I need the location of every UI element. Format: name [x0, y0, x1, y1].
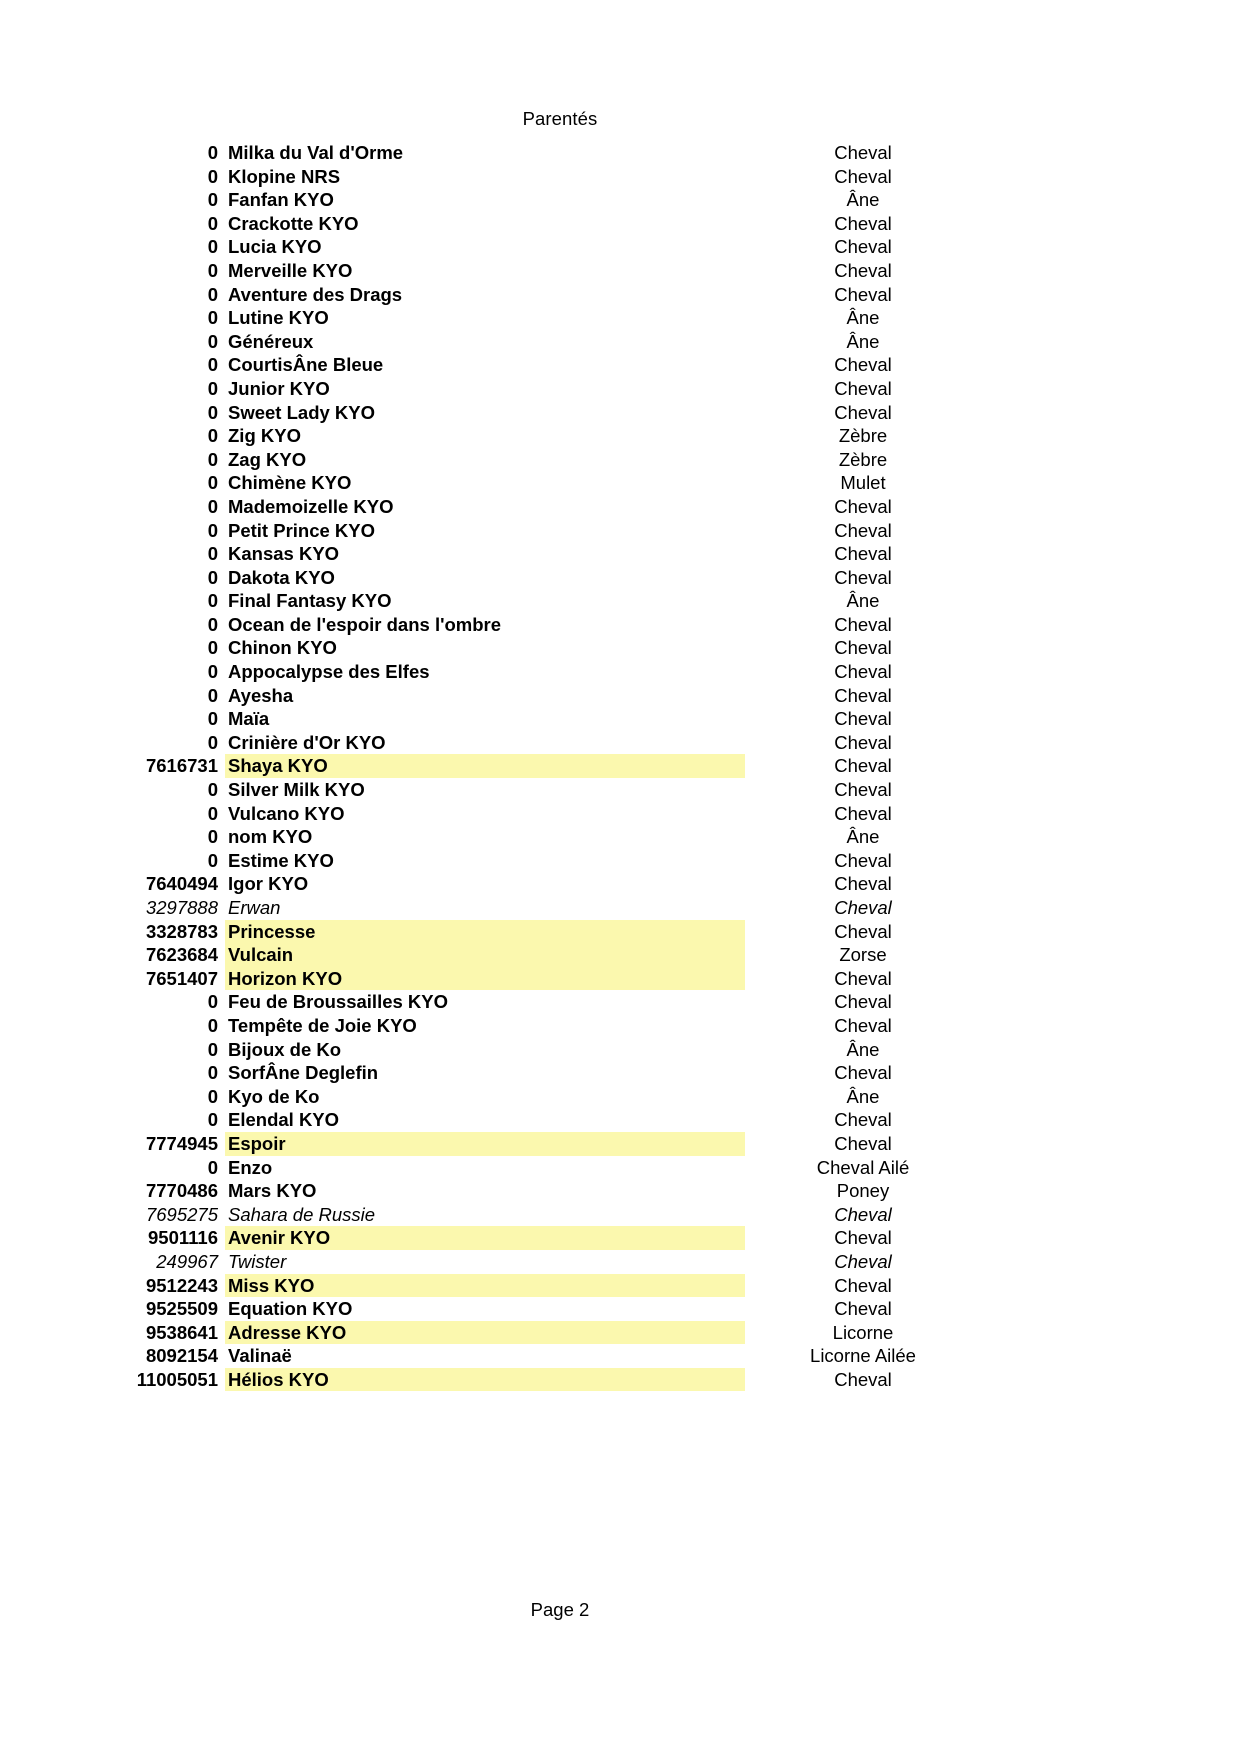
table-row [0, 802, 1241, 826]
cell-id: 0 [207, 283, 218, 305]
cell-name: Bijoux de Ko [228, 1038, 342, 1060]
cell-species: Licorne Ailée [810, 1345, 916, 1367]
cell-species: Cheval [834, 1274, 892, 1296]
cell-id: 0 [207, 1109, 218, 1131]
cell-species: Âne [846, 189, 880, 211]
cell-species: Cheval [834, 377, 892, 399]
cell-name: Valinaë [228, 1345, 292, 1367]
table-row [0, 330, 1241, 354]
cell-name: Erwan [228, 897, 281, 918]
cell-id: 0 [207, 189, 218, 211]
cell-id: 7770486 [145, 1180, 218, 1202]
cell-species: Cheval [834, 1109, 892, 1131]
table-row [0, 188, 1241, 212]
table-row [0, 754, 1241, 778]
table-row [0, 401, 1241, 425]
cell-id: 7640494 [145, 873, 218, 895]
cell-species: Âne [846, 590, 880, 612]
cell-species: Cheval [834, 495, 892, 517]
cell-species: Cheval [834, 1014, 892, 1036]
table-row [0, 589, 1241, 613]
cell-species: Cheval [834, 849, 892, 871]
cell-name: Igor KYO [228, 873, 309, 895]
cell-name: Appocalypse des Elfes [228, 661, 430, 683]
cell-name: Horizon KYO [228, 967, 343, 989]
cell-id: 0 [207, 637, 218, 659]
cell-id: 0 [207, 165, 218, 187]
cell-name: nom KYO [228, 826, 313, 848]
cell-name: Silver Milk KYO [228, 779, 365, 801]
cell-species: Zèbre [838, 448, 888, 470]
cell-species: Poney [836, 1180, 890, 1202]
cell-id: 9525509 [145, 1298, 218, 1320]
page-footer: Page 2 [530, 1599, 590, 1620]
cell-id: 0 [207, 425, 218, 447]
cell-id: 0 [207, 684, 218, 706]
cell-species: Cheval [834, 637, 892, 659]
table-row [0, 1297, 1241, 1321]
cell-name: Chinon KYO [228, 637, 337, 659]
cell-id: 0 [207, 236, 218, 258]
cell-name: Kansas KYO [228, 543, 340, 565]
cell-id: 0 [207, 377, 218, 399]
cell-id: 0 [207, 566, 218, 588]
cell-species: Cheval [834, 401, 892, 423]
cell-id: 0 [207, 1085, 218, 1107]
cell-species: Cheval [834, 920, 892, 942]
cell-name: Zag KYO [228, 448, 307, 470]
cell-name: Vulcain [228, 944, 294, 966]
table-row [0, 542, 1241, 566]
cell-name: CourtisÂne Bleue [228, 354, 384, 376]
cell-name: Aventure des Drags [228, 283, 403, 305]
cell-name: Kyo de Ko [228, 1085, 320, 1107]
table-row [0, 849, 1241, 873]
table-row [0, 377, 1241, 401]
cell-species: Cheval [834, 1250, 892, 1272]
parentage-table [0, 141, 1241, 1391]
cell-id: 0 [207, 142, 218, 163]
cell-id: 7695275 [145, 1203, 218, 1225]
cell-species: Cheval [834, 165, 892, 187]
cell-species: Cheval [834, 566, 892, 588]
table-row [0, 1344, 1241, 1368]
cell-species: Âne [846, 1085, 880, 1107]
cell-species: Zèbre [838, 425, 888, 447]
table-row [0, 353, 1241, 377]
cell-id: 0 [207, 779, 218, 801]
cell-species: Âne [846, 330, 880, 352]
cell-name: Fanfan KYO [228, 189, 334, 211]
cell-species: Cheval [834, 802, 892, 824]
cell-species: Cheval [834, 1298, 892, 1320]
cell-name: Sahara de Russie [228, 1203, 376, 1225]
cell-id: 0 [207, 330, 218, 352]
cell-species: Cheval [834, 613, 892, 635]
cell-name: Espoir [228, 1132, 286, 1154]
cell-name: Maïa [228, 708, 270, 730]
cell-id: 0 [207, 307, 218, 329]
table-row [0, 471, 1241, 495]
cell-name: SorfÂne Deglefin [228, 1062, 379, 1084]
cell-id: 0 [207, 802, 218, 824]
cell-name: Zig KYO [228, 425, 301, 447]
cell-species: Cheval [834, 708, 892, 730]
cell-species: Cheval [834, 897, 892, 918]
cell-id: 0 [207, 354, 218, 376]
table-row [0, 660, 1241, 684]
table-row [0, 1203, 1241, 1227]
cell-id: 0 [207, 1038, 218, 1060]
cell-species: Mulet [840, 472, 886, 494]
cell-species: Cheval [834, 283, 892, 305]
table-row [0, 1274, 1241, 1298]
cell-species: Cheval [834, 1062, 892, 1084]
cell-species: Cheval [834, 1227, 892, 1249]
cell-name: Avenir KYO [228, 1227, 331, 1249]
table-row [0, 165, 1241, 189]
cell-species: Cheval [834, 991, 892, 1013]
cell-id: 0 [207, 519, 218, 541]
cell-id: 9538641 [145, 1321, 218, 1343]
cell-id: 9501116 [148, 1227, 218, 1249]
cell-species: Cheval [834, 142, 892, 163]
cell-id: 0 [207, 826, 218, 848]
cell-species: Cheval [834, 1203, 892, 1225]
table-row [0, 1179, 1241, 1203]
cell-id: 0 [207, 401, 218, 423]
cell-id: 9512243 [145, 1274, 218, 1296]
cell-species: Licorne [832, 1321, 894, 1343]
cell-id: 0 [207, 731, 218, 753]
cell-name: Princesse [228, 920, 316, 942]
cell-species: Cheval [834, 779, 892, 801]
table-row [0, 967, 1241, 991]
cell-name: Mademoizelle KYO [228, 495, 394, 517]
cell-species: Cheval [834, 212, 892, 234]
cell-id: 7651407 [145, 967, 218, 989]
cell-id: 0 [207, 448, 218, 470]
cell-id: 0 [207, 543, 218, 565]
cell-name: Généreux [228, 330, 314, 352]
table-row [0, 519, 1241, 543]
cell-name: Junior KYO [228, 377, 330, 399]
table-row [0, 1156, 1241, 1180]
table-row [0, 1061, 1241, 1085]
cell-species: Cheval [834, 259, 892, 281]
cell-name: Adresse KYO [228, 1321, 347, 1343]
cell-id: 249967 [156, 1250, 218, 1272]
cell-name: Miss KYO [228, 1274, 315, 1296]
cell-name: Crackotte KYO [228, 212, 359, 234]
table-row [0, 212, 1241, 236]
table-row [0, 731, 1241, 755]
cell-id: 0 [207, 212, 218, 234]
table-row [0, 990, 1241, 1014]
table-row [0, 1321, 1241, 1345]
table-row [0, 825, 1241, 849]
cell-name: Elendal KYO [228, 1109, 340, 1131]
table-row [0, 1108, 1241, 1132]
table-row [0, 448, 1241, 472]
cell-species: Cheval [834, 755, 892, 777]
cell-name: Twister [228, 1250, 287, 1272]
cell-id: 7623684 [145, 944, 218, 966]
cell-name: Merveille KYO [228, 259, 353, 281]
cell-id: 8092154 [145, 1345, 218, 1367]
cell-name: Enzo [228, 1156, 273, 1178]
table-row [0, 943, 1241, 967]
cell-id: 0 [207, 661, 218, 683]
table-row [0, 1250, 1241, 1274]
table-row [0, 1226, 1241, 1250]
cell-id: 7616731 [145, 755, 218, 777]
table-row [0, 1038, 1241, 1062]
cell-id: 0 [207, 991, 218, 1013]
table-row [0, 684, 1241, 708]
cell-id: 0 [207, 1156, 218, 1178]
cell-name: Estime KYO [228, 849, 334, 871]
table-row [0, 1085, 1241, 1109]
cell-name: Ayesha [228, 684, 294, 706]
table-row [0, 896, 1241, 920]
cell-species: Âne [846, 826, 880, 848]
cell-species: Âne [846, 307, 880, 329]
cell-name: Sweet Lady KYO [228, 401, 376, 423]
cell-id: 11005051 [136, 1368, 218, 1390]
cell-species: Cheval [834, 967, 892, 989]
table-row [0, 235, 1241, 259]
cell-species: Cheval [834, 519, 892, 541]
table-row [0, 1014, 1241, 1038]
cell-species: Cheval Ailé [816, 1156, 910, 1178]
cell-name: Milka du Val d'Orme [228, 142, 404, 163]
cell-id: 0 [207, 1062, 218, 1084]
cell-name: Hélios KYO [228, 1368, 329, 1390]
cell-species: Âne [846, 1038, 880, 1060]
cell-id: 0 [207, 259, 218, 281]
cell-species: Cheval [834, 1132, 892, 1154]
cell-species: Cheval [834, 873, 892, 895]
page-title: Parentés [522, 108, 598, 129]
table-row [0, 636, 1241, 660]
cell-name: Crinière d'Or KYO [228, 731, 386, 753]
cell-name: Final Fantasy KYO [228, 590, 392, 612]
cell-name: Shaya KYO [228, 755, 328, 777]
cell-name: Feu de Broussailles KYO [228, 991, 449, 1013]
cell-id: 0 [207, 613, 218, 635]
table-row [0, 1368, 1241, 1392]
cell-id: 3297888 [145, 897, 218, 918]
cell-id: 0 [207, 590, 218, 612]
cell-name: Vulcano KYO [228, 802, 345, 824]
table-row [0, 495, 1241, 519]
cell-species: Cheval [834, 1368, 892, 1390]
cell-id: 0 [207, 708, 218, 730]
cell-name: Ocean de l'espoir dans l'ombre [228, 613, 502, 635]
cell-id: 0 [207, 472, 218, 494]
cell-name: Tempête de Joie KYO [228, 1014, 417, 1036]
cell-id: 0 [207, 495, 218, 517]
cell-species: Cheval [834, 354, 892, 376]
cell-id: 0 [207, 1014, 218, 1036]
cell-name: Equation KYO [228, 1298, 353, 1320]
cell-species: Cheval [834, 661, 892, 683]
table-row [0, 707, 1241, 731]
cell-id: 0 [207, 849, 218, 871]
cell-species: Cheval [834, 731, 892, 753]
table-row [0, 424, 1241, 448]
cell-name: Dakota KYO [228, 566, 335, 588]
cell-species: Cheval [834, 543, 892, 565]
table-row [0, 306, 1241, 330]
table-row [0, 920, 1241, 944]
cell-id: 3328783 [145, 920, 218, 942]
table-row [0, 1132, 1241, 1156]
cell-name: Lucia KYO [228, 236, 322, 258]
table-row [0, 283, 1241, 307]
table-row [0, 141, 1241, 165]
cell-name: Lutine KYO [228, 307, 329, 329]
cell-name: Chimène KYO [228, 472, 352, 494]
table-row [0, 778, 1241, 802]
cell-name: Petit Prince KYO [228, 519, 376, 541]
table-row [0, 872, 1241, 896]
cell-species: Cheval [834, 684, 892, 706]
cell-name: Klopine NRS [228, 165, 341, 187]
table-row [0, 613, 1241, 637]
table-row [0, 259, 1241, 283]
cell-species: Zorse [839, 944, 887, 966]
cell-name: Mars KYO [228, 1180, 317, 1202]
cell-id: 7774945 [145, 1132, 218, 1154]
cell-species: Cheval [834, 236, 892, 258]
table-row [0, 566, 1241, 590]
